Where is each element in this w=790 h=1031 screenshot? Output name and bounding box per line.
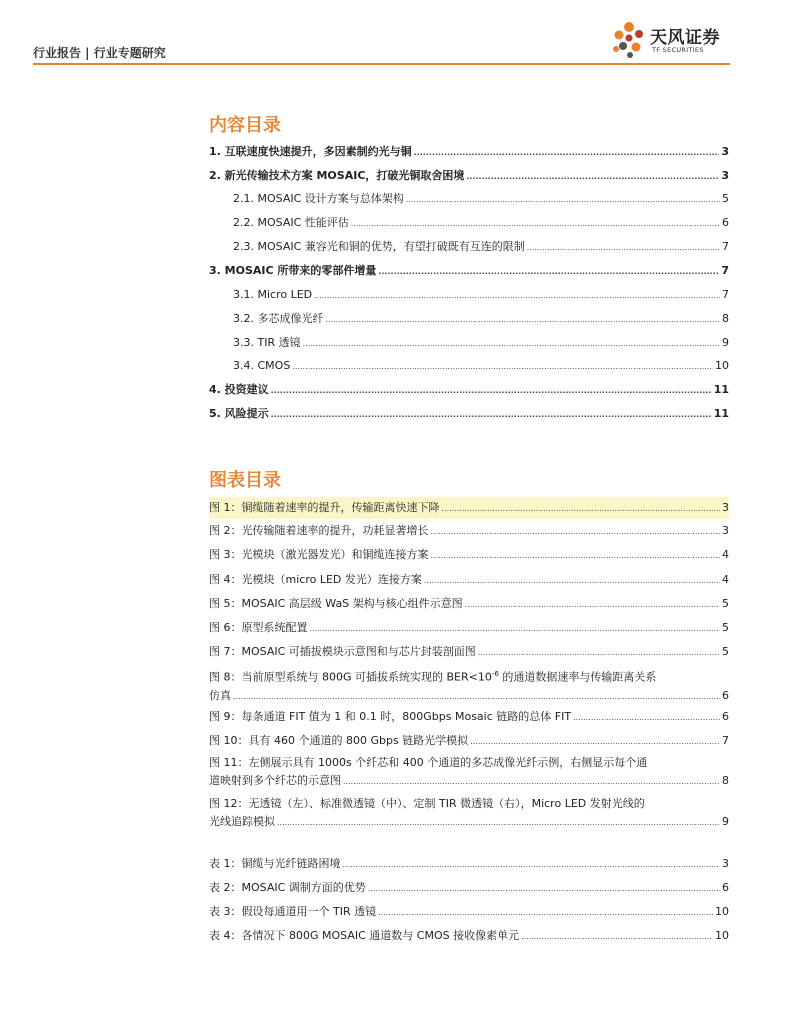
toc-entry[interactable]: 4. 投资建议 ..... 11	[209, 381, 729, 399]
figure-entry[interactable]: 图 3：光模块（激光器发光）和铜缆连接方案 ..... 4	[209, 546, 729, 564]
toc-subentry[interactable]: 2.2. MOSAIC 性能评估 ..... 6	[233, 214, 729, 232]
brand-name-cn: 天风证券	[650, 28, 720, 48]
report-category: 行业报告 | 行业专题研究	[33, 46, 166, 60]
toc-entry[interactable]: 1. 互联速度快速提升，多因素制约光与铜 ..... 3	[209, 143, 729, 161]
figure-entry[interactable]: 图 10：具有 460 个通道的 800 Gbps 链路光学模拟 ..... 7	[209, 732, 729, 750]
table-entry[interactable]: 表 4：各情况下 800G MOSAIC 通道数与 CMOS 接收像素单元 ..... 10	[209, 927, 729, 945]
figure-entry-highlighted[interactable]: 图 1：铜缆随着速率的提升，传输距离快速下降 ..... 3	[209, 497, 729, 519]
toc-subentry[interactable]: 3.2. 多芯成像光纤 ..... 8	[233, 310, 729, 328]
figure-entry[interactable]: 图 5：MOSAIC 高层级 WaS 架构与核心组件示意图 ..... 5	[209, 595, 729, 613]
figure-entry[interactable]: 图 7：MOSAIC 可插拔模块示意图和与芯片封装剖面图 ..... 5	[209, 643, 729, 661]
toc-subentry[interactable]: 2.1. MOSAIC 设计方案与总体架构 ..... 5	[233, 190, 729, 208]
table-entry[interactable]: 表 3：假设每通道用一个 TIR 透镜 ..... 10	[209, 903, 729, 921]
figure-entry-multiline[interactable]: 图 11：左侧展示具有 1000s 个纤芯和 400 个通道的多芯成像光纤示例，右侧显示每个通 道映射到多个纤芯的示意图 ..... 8	[209, 754, 729, 791]
table-entry[interactable]: 表 1：铜缆与光纤链路困境 ..... 3	[209, 855, 729, 873]
table-entry[interactable]: 表 2：MOSAIC 调制方面的优势 ..... 6	[209, 879, 729, 897]
toc-subentry[interactable]: 3.3. TIR 透镜 ..... 9	[233, 334, 729, 352]
toc-subentry[interactable]: 3.1. Micro LED ..... 7	[233, 286, 729, 304]
brand-name-en: TF SECURITIES	[652, 46, 704, 54]
figures-title: 图表目录	[209, 470, 281, 491]
toc-subentry[interactable]: 2.3. MOSAIC 兼容光和铜的优势，有望打破既有互连的限制 ..... 7	[233, 238, 729, 256]
figure-entry-multiline[interactable]: 图 12：无透镜（左）、标准微透镜（中）、定制 TIR 微透镜（右），Micro LED 发射光线的 光线追踪模拟 ..... 9	[209, 795, 729, 832]
toc-title: 内容目录	[209, 115, 281, 136]
page-header	[33, 28, 730, 66]
figure-entry[interactable]: 图 6：原型系统配置 ..... 5	[209, 619, 729, 637]
figure-entry[interactable]: 图 4：光模块（micro LED 发光）连接方案 ..... 4	[209, 571, 729, 589]
flower-logo-icon	[610, 20, 648, 60]
toc-entry[interactable]: 3. MOSAIC 所带来的零部件增量 ..... 7	[209, 262, 729, 280]
figure-entry[interactable]: 图 9：每条通道 FIT 值为 1 和 0.1 时，800Gbps Mosaic 链路的总体 FIT ..... 6	[209, 708, 729, 726]
figure-entry[interactable]: 图 2：光传输随着速率的提升，功耗显著增长 ..... 3	[209, 522, 729, 540]
toc-entry[interactable]: 2. 新光传输技术方案 MOSAIC，打破光铜取舍困境 ..... 3	[209, 167, 729, 185]
toc-subentry[interactable]: 3.4. CMOS ..... 10	[233, 357, 729, 375]
toc-entry[interactable]: 5. 风险提示 ..... 11	[209, 405, 729, 423]
figure-entry-multiline[interactable]: 图 8：当前原型系统与 800G 可插拔系统实现的 $BER<10^{-6}$ 的通道数据速率与传输距离关系 仿真 ..... 6	[209, 665, 729, 706]
header-divider	[33, 63, 730, 65]
brand-logo	[610, 20, 730, 62]
